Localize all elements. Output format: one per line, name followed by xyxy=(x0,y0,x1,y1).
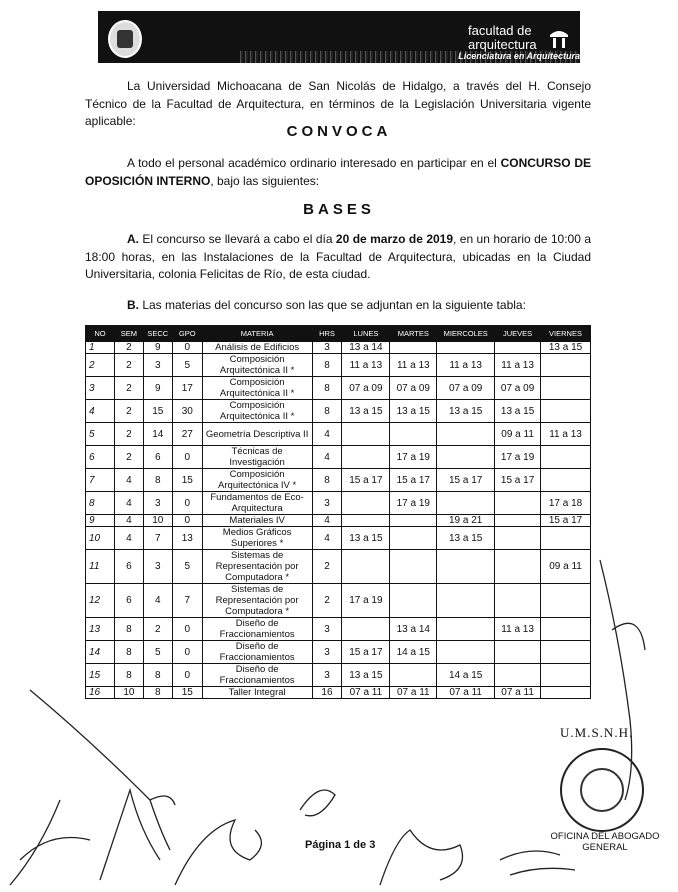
cell-hrs: 8 xyxy=(312,400,342,423)
cell-miercoles: 13 a 15 xyxy=(437,527,495,550)
convoca-heading: CONVOCA xyxy=(286,123,392,140)
cell-martes xyxy=(390,515,437,527)
table-row xyxy=(86,423,591,446)
cell-lunes xyxy=(342,446,390,469)
signature-left xyxy=(10,800,90,885)
cell-no: 16 xyxy=(86,687,115,699)
cell-gpo: 17 xyxy=(172,377,202,400)
cell-martes: 14 a 15 xyxy=(390,641,437,664)
table-row xyxy=(86,377,591,400)
signature-d xyxy=(380,830,463,885)
cell-jueves xyxy=(495,664,541,687)
cell-miercoles xyxy=(437,641,495,664)
cell-lunes xyxy=(342,423,390,446)
cell-secc: 7 xyxy=(143,527,172,550)
column-header: GPO xyxy=(172,326,202,342)
faculty-subtitle: Licenciatura en Arquitectura xyxy=(458,51,580,61)
cell-viernes xyxy=(541,618,591,641)
cell-jueves xyxy=(495,527,541,550)
cell-sem: 2 xyxy=(114,377,143,400)
cell-viernes: 17 a 18 xyxy=(541,492,591,515)
column-header: SECC xyxy=(143,326,172,342)
cell-no: 15 xyxy=(86,664,115,687)
cell-jueves: 09 a 11 xyxy=(495,423,541,446)
cell-sem: 4 xyxy=(114,527,143,550)
cell-sem: 6 xyxy=(114,584,143,618)
cell-no: 1 xyxy=(86,342,115,354)
cell-miercoles xyxy=(437,584,495,618)
official-seal xyxy=(560,748,644,832)
cell-hrs: 8 xyxy=(312,354,342,377)
cell-hrs: 16 xyxy=(312,687,342,699)
cell-lunes: 07 a 09 xyxy=(342,377,390,400)
signature-c xyxy=(300,790,335,816)
table-row xyxy=(86,527,591,550)
base-a-text-pre: El concurso se llevará a cabo el día xyxy=(139,232,336,246)
cell-jueves xyxy=(495,641,541,664)
cell-jueves: 13 a 15 xyxy=(495,400,541,423)
cell-martes: 15 a 17 xyxy=(390,469,437,492)
cell-miercoles: 07 a 11 xyxy=(437,687,495,699)
office-stamp xyxy=(545,831,665,853)
cell-viernes xyxy=(541,687,591,699)
cell-lunes: 15 a 17 xyxy=(342,469,390,492)
cell-miercoles xyxy=(437,446,495,469)
cell-sem: 2 xyxy=(114,400,143,423)
cell-lunes xyxy=(342,550,390,584)
cell-materia: Diseño de Fraccionamientos xyxy=(202,641,312,664)
base-a-letter: A. xyxy=(127,232,139,246)
cell-viernes xyxy=(541,400,591,423)
cell-secc: 9 xyxy=(143,342,172,354)
table-row xyxy=(86,664,591,687)
signature-b xyxy=(175,820,261,885)
cell-sem: 8 xyxy=(114,664,143,687)
faculty-line2: arquitectura xyxy=(468,37,537,52)
cell-no: 11 xyxy=(86,550,115,584)
cell-lunes: 17 a 19 xyxy=(342,584,390,618)
cell-gpo: 13 xyxy=(172,527,202,550)
cell-lunes xyxy=(342,492,390,515)
table-row xyxy=(86,354,591,377)
cell-jueves xyxy=(495,492,541,515)
cell-gpo: 7 xyxy=(172,584,202,618)
table-row xyxy=(86,687,591,699)
cell-viernes: 15 a 17 xyxy=(541,515,591,527)
cell-gpo: 0 xyxy=(172,515,202,527)
cell-no: 13 xyxy=(86,618,115,641)
cell-viernes xyxy=(541,664,591,687)
call-text-post: , bajo las siguientes: xyxy=(210,173,320,188)
cell-gpo: 30 xyxy=(172,400,202,423)
cell-miercoles xyxy=(437,618,495,641)
table-row xyxy=(86,469,591,492)
cell-secc: 8 xyxy=(143,469,172,492)
cell-no: 5 xyxy=(86,423,115,446)
cell-jueves xyxy=(495,550,541,584)
cell-no: 7 xyxy=(86,469,115,492)
table-row xyxy=(86,342,591,354)
office-line2: GENERAL xyxy=(582,842,628,853)
cell-gpo: 5 xyxy=(172,550,202,584)
cell-lunes: 13 a 15 xyxy=(342,527,390,550)
cell-martes: 17 a 19 xyxy=(390,446,437,469)
cell-jueves xyxy=(495,584,541,618)
table-row xyxy=(86,400,591,423)
cell-gpo: 5 xyxy=(172,354,202,377)
faculty-line1: facultad de xyxy=(468,23,532,38)
cell-viernes: 11 a 13 xyxy=(541,423,591,446)
cell-martes: 17 a 19 xyxy=(390,492,437,515)
cell-materia: Técnicas de Investigación xyxy=(202,446,312,469)
cell-materia: Composición Arquitectónica IV * xyxy=(202,469,312,492)
cell-hrs: 4 xyxy=(312,527,342,550)
cell-jueves: 11 a 13 xyxy=(495,354,541,377)
cell-martes: 11 a 13 xyxy=(390,354,437,377)
cell-hrs: 3 xyxy=(312,664,342,687)
base-a-text-post: , en un horario de 10:00 a 18:00 horas, en las Instalaciones de la Facultad de Arquitectura, ubicadas en la Ciudad Universitaria, colonia Felicitas de Río, de esta ciudad. xyxy=(85,232,591,281)
cell-viernes: 13 a 15 xyxy=(541,342,591,354)
cell-lunes: 15 a 17 xyxy=(342,641,390,664)
cell-no: 6 xyxy=(86,446,115,469)
cell-no: 3 xyxy=(86,377,115,400)
cell-lunes: 11 a 13 xyxy=(342,354,390,377)
cell-hrs: 8 xyxy=(312,469,342,492)
cell-hrs: 3 xyxy=(312,641,342,664)
cell-viernes xyxy=(541,354,591,377)
cell-sem: 2 xyxy=(114,354,143,377)
cell-no: 12 xyxy=(86,584,115,618)
cell-miercoles: 19 a 21 xyxy=(437,515,495,527)
cell-martes xyxy=(390,423,437,446)
cell-viernes: 09 a 11 xyxy=(541,550,591,584)
cell-hrs: 2 xyxy=(312,584,342,618)
cell-secc: 9 xyxy=(143,377,172,400)
cell-sem: 8 xyxy=(114,618,143,641)
cell-miercoles: 13 a 15 xyxy=(437,400,495,423)
cell-jueves: 15 a 17 xyxy=(495,469,541,492)
cell-sem: 4 xyxy=(114,515,143,527)
subjects-table xyxy=(85,325,591,699)
signature-e xyxy=(500,851,575,875)
cell-gpo: 0 xyxy=(172,664,202,687)
cell-secc: 8 xyxy=(143,664,172,687)
cell-sem: 4 xyxy=(114,492,143,515)
cell-martes: 13 a 15 xyxy=(390,400,437,423)
column-header: MATERIA xyxy=(202,326,312,342)
cell-martes xyxy=(390,550,437,584)
cell-materia: Composición Arquitectónica II * xyxy=(202,354,312,377)
cell-materia: Fundamentos de Eco-Arquitectura xyxy=(202,492,312,515)
column-header: VIERNES xyxy=(541,326,591,342)
cell-martes xyxy=(390,584,437,618)
cell-lunes: 07 a 11 xyxy=(342,687,390,699)
intro-paragraph: La Universidad Michoacana de San Nicolás de Hidalgo, a través del H. Consejo Técnico de la Facultad de Arquitectura, en términos de la Legislación Universitaria vigente aplicable: xyxy=(85,79,591,128)
cell-viernes xyxy=(541,377,591,400)
cell-jueves: 11 a 13 xyxy=(495,618,541,641)
cell-lunes xyxy=(342,618,390,641)
base-b-paragraph xyxy=(85,297,591,315)
cell-miercoles xyxy=(437,342,495,354)
cell-martes: 07 a 09 xyxy=(390,377,437,400)
cell-jueves: 17 a 19 xyxy=(495,446,541,469)
cell-gpo: 15 xyxy=(172,469,202,492)
cell-miercoles xyxy=(437,550,495,584)
cell-martes: 13 a 14 xyxy=(390,618,437,641)
cell-hrs: 4 xyxy=(312,423,342,446)
cell-miercoles: 14 a 15 xyxy=(437,664,495,687)
cell-gpo: 27 xyxy=(172,423,202,446)
cell-hrs: 4 xyxy=(312,446,342,469)
cell-secc: 14 xyxy=(143,423,172,446)
cell-sem: 10 xyxy=(114,687,143,699)
cell-jueves xyxy=(495,515,541,527)
base-a-paragraph xyxy=(85,231,591,284)
cell-secc: 3 xyxy=(143,354,172,377)
cell-lunes: 13 a 15 xyxy=(342,664,390,687)
base-a-date: 20 de marzo de 2019 xyxy=(335,232,454,246)
column-header: HRS xyxy=(312,326,342,342)
cell-no: 14 xyxy=(86,641,115,664)
umsnh-stamp-label: U.M.S.N.H. xyxy=(560,725,634,740)
cell-jueves xyxy=(495,342,541,354)
table-row xyxy=(86,584,591,618)
cell-sem: 2 xyxy=(114,423,143,446)
column-header: MIERCOLES xyxy=(437,326,495,342)
cell-sem: 2 xyxy=(114,342,143,354)
call-text-bold: CONCURSO DE OPOSICIÓN INTERNO xyxy=(85,156,591,188)
cell-sem: 4 xyxy=(114,469,143,492)
bases-heading: BASES xyxy=(303,201,375,218)
cell-martes: 07 a 11 xyxy=(390,687,437,699)
table-header-row xyxy=(86,326,591,342)
cell-sem: 8 xyxy=(114,641,143,664)
cell-materia: Taller Integral xyxy=(202,687,312,699)
cell-gpo: 0 xyxy=(172,446,202,469)
signature-diagonal xyxy=(30,690,170,850)
cell-miercoles xyxy=(437,423,495,446)
university-seal-icon xyxy=(108,20,142,58)
cell-materia: Geometría Descriptiva II xyxy=(202,423,312,446)
signature-a xyxy=(100,790,175,880)
call-text-pre: A todo el personal académico ordinario interesado en participar en el xyxy=(127,156,501,170)
seal-emblem xyxy=(580,768,624,812)
cell-hrs: 8 xyxy=(312,377,342,400)
cell-miercoles: 07 a 09 xyxy=(437,377,495,400)
cell-lunes: 13 a 15 xyxy=(342,400,390,423)
call-paragraph xyxy=(85,155,591,190)
table-row xyxy=(86,515,591,527)
table-row xyxy=(86,641,591,664)
cell-secc: 5 xyxy=(143,641,172,664)
cell-no: 4 xyxy=(86,400,115,423)
cell-materia: Composición Arquitectónica II * xyxy=(202,377,312,400)
column-header: JUEVES xyxy=(495,326,541,342)
table-row xyxy=(86,492,591,515)
cell-materia: Diseño de Fraccionamientos xyxy=(202,618,312,641)
cell-martes xyxy=(390,527,437,550)
cell-viernes xyxy=(541,527,591,550)
cell-secc: 2 xyxy=(143,618,172,641)
cell-miercoles xyxy=(437,492,495,515)
table-row xyxy=(86,446,591,469)
cell-hrs: 4 xyxy=(312,515,342,527)
page-number: Página 1 de 3 xyxy=(305,839,376,851)
cell-martes xyxy=(390,664,437,687)
table-row xyxy=(86,550,591,584)
cell-no: 10 xyxy=(86,527,115,550)
cell-gpo: 0 xyxy=(172,492,202,515)
cell-no: 2 xyxy=(86,354,115,377)
cell-no: 9 xyxy=(86,515,115,527)
cell-lunes: 13 a 14 xyxy=(342,342,390,354)
cell-secc: 6 xyxy=(143,446,172,469)
cell-hrs: 3 xyxy=(312,492,342,515)
cell-materia: Medios Gráficos Superiores * xyxy=(202,527,312,550)
cell-gpo: 0 xyxy=(172,618,202,641)
cell-miercoles: 15 a 17 xyxy=(437,469,495,492)
cell-hrs: 3 xyxy=(312,342,342,354)
cell-sem: 2 xyxy=(114,446,143,469)
cell-secc: 3 xyxy=(143,492,172,515)
cell-materia: Diseño de Fraccionamientos xyxy=(202,664,312,687)
cell-materia: Sistemas de Representación por Computadora * xyxy=(202,584,312,618)
office-line1: OFICINA DEL ABOGADO xyxy=(550,831,660,842)
cell-gpo: 15 xyxy=(172,687,202,699)
cell-viernes xyxy=(541,641,591,664)
cell-materia: Materiales IV xyxy=(202,515,312,527)
table-row xyxy=(86,618,591,641)
cell-jueves: 07 a 11 xyxy=(495,687,541,699)
column-header: SEM xyxy=(114,326,143,342)
cell-no: 8 xyxy=(86,492,115,515)
cell-hrs: 2 xyxy=(312,550,342,584)
cell-viernes xyxy=(541,469,591,492)
column-header: MARTES xyxy=(390,326,437,342)
cell-gpo: 0 xyxy=(172,641,202,664)
faculty-arch-icon xyxy=(548,27,570,49)
cell-gpo: 0 xyxy=(172,342,202,354)
cell-martes xyxy=(390,342,437,354)
cell-hrs: 3 xyxy=(312,618,342,641)
column-header: NO xyxy=(86,326,115,342)
cell-lunes xyxy=(342,515,390,527)
cell-secc: 10 xyxy=(143,515,172,527)
cell-secc: 4 xyxy=(143,584,172,618)
base-b-letter: B. xyxy=(127,298,139,312)
cell-viernes xyxy=(541,584,591,618)
column-header: LUNES xyxy=(342,326,390,342)
cell-jueves: 07 a 09 xyxy=(495,377,541,400)
cell-secc: 8 xyxy=(143,687,172,699)
cell-materia: Sistemas de Representación por Computadora * xyxy=(202,550,312,584)
cell-viernes xyxy=(541,446,591,469)
base-b-text: Las materias del concurso son las que se adjuntan en la siguiente tabla: xyxy=(139,298,526,312)
cell-secc: 15 xyxy=(143,400,172,423)
cell-miercoles: 11 a 13 xyxy=(437,354,495,377)
cell-materia: Análisis de Edificios xyxy=(202,342,312,354)
faculty-name xyxy=(468,24,548,52)
cell-materia: Composición Arquitectónica II * xyxy=(202,400,312,423)
cell-sem: 6 xyxy=(114,550,143,584)
cell-secc: 3 xyxy=(143,550,172,584)
